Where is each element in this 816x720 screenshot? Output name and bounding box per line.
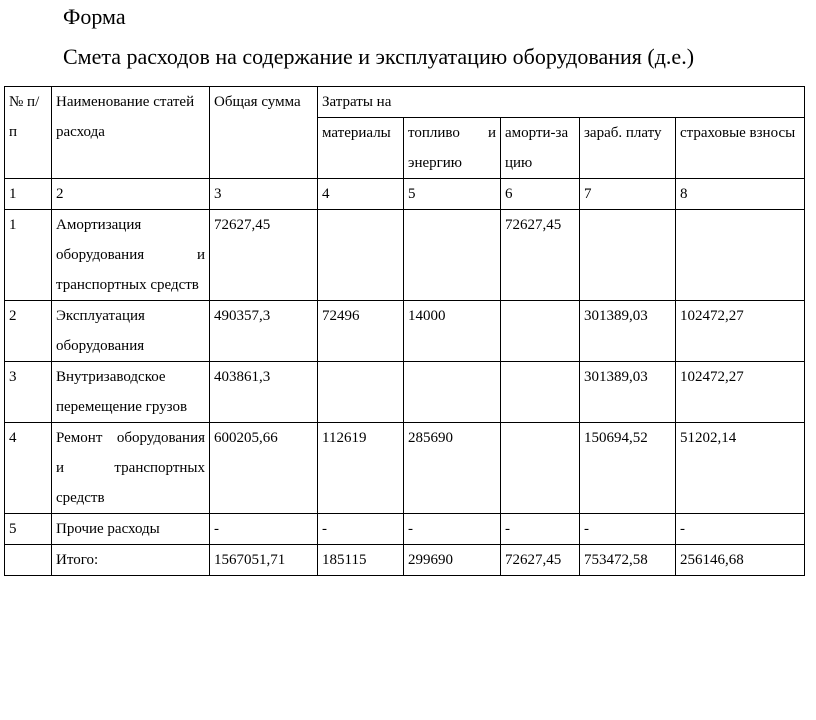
row-depreciation	[501, 362, 580, 423]
row-depreciation	[501, 423, 580, 514]
column-number: 1	[5, 179, 52, 210]
row-insurance: -	[676, 514, 805, 545]
row-num: 1	[5, 210, 52, 301]
header-costs-group: Затраты на	[318, 87, 805, 118]
column-number-row	[5, 179, 805, 210]
row-salary	[580, 210, 676, 301]
total-fuel: 299690	[404, 545, 501, 576]
total-salary: 753472,58	[580, 545, 676, 576]
column-number: 5	[404, 179, 501, 210]
table-row	[5, 362, 805, 423]
row-num: 3	[5, 362, 52, 423]
row-total: 403861,3	[210, 362, 318, 423]
column-number: 4	[318, 179, 404, 210]
total-depreciation: 72627,45	[501, 545, 580, 576]
row-num: 2	[5, 301, 52, 362]
row-name: Прочие расходы	[52, 514, 210, 545]
header-fuel: топливо и энергию	[404, 118, 501, 179]
row-name: Ремонт оборудования и транспортных средств	[52, 423, 210, 514]
row-materials	[318, 210, 404, 301]
header-total: Общая сумма	[210, 87, 318, 179]
total-row	[5, 545, 805, 576]
row-total: 72627,45	[210, 210, 318, 301]
document-title: Смета расходов на содержание и эксплуатацию оборудования (д.е.)	[63, 44, 695, 69]
header-num: № п/п	[5, 87, 52, 179]
row-num: 5	[5, 514, 52, 545]
row-fuel: 14000	[404, 301, 501, 362]
total-label: Итого:	[52, 545, 210, 576]
row-fuel: 285690	[404, 423, 501, 514]
row-fuel	[404, 210, 501, 301]
table-row	[5, 514, 805, 545]
table-row	[5, 301, 805, 362]
row-salary: 150694,52	[580, 423, 676, 514]
row-total: -	[210, 514, 318, 545]
column-number: 7	[580, 179, 676, 210]
header-depreciation: аморти-зацию	[501, 118, 580, 179]
cost-estimate-table	[4, 86, 805, 576]
total-sum: 1567051,71	[210, 545, 318, 576]
row-depreciation: -	[501, 514, 580, 545]
total-num	[5, 545, 52, 576]
row-num: 4	[5, 423, 52, 514]
row-total: 600205,66	[210, 423, 318, 514]
row-depreciation	[501, 301, 580, 362]
row-insurance: 102472,27	[676, 301, 805, 362]
row-name: Внутризаводское перемещение грузов	[52, 362, 210, 423]
row-materials: 112619	[318, 423, 404, 514]
row-materials: 72496	[318, 301, 404, 362]
column-number: 8	[676, 179, 805, 210]
column-number: 2	[52, 179, 210, 210]
header-materials: материалы	[318, 118, 404, 179]
row-salary: -	[580, 514, 676, 545]
row-fuel	[404, 362, 501, 423]
total-materials: 185115	[318, 545, 404, 576]
row-salary: 301389,03	[580, 362, 676, 423]
row-materials: -	[318, 514, 404, 545]
row-materials	[318, 362, 404, 423]
row-insurance: 102472,27	[676, 362, 805, 423]
header-insurance: страховые взносы	[676, 118, 805, 179]
header-name: Наименование статей расхода	[52, 87, 210, 179]
row-name: Эксплуатация оборудования	[52, 301, 210, 362]
header-salary: зараб. плату	[580, 118, 676, 179]
header-row	[5, 87, 805, 118]
row-salary: 301389,03	[580, 301, 676, 362]
row-insurance: 51202,14	[676, 423, 805, 514]
row-insurance	[676, 210, 805, 301]
row-depreciation: 72627,45	[501, 210, 580, 301]
column-number: 6	[501, 179, 580, 210]
row-name: Амортизация оборудования и транспортных средств	[52, 210, 210, 301]
form-title: Форма	[63, 4, 126, 29]
row-fuel: -	[404, 514, 501, 545]
total-insurance: 256146,68	[676, 545, 805, 576]
column-number: 3	[210, 179, 318, 210]
table-row	[5, 210, 805, 301]
row-total: 490357,3	[210, 301, 318, 362]
table-row	[5, 423, 805, 514]
